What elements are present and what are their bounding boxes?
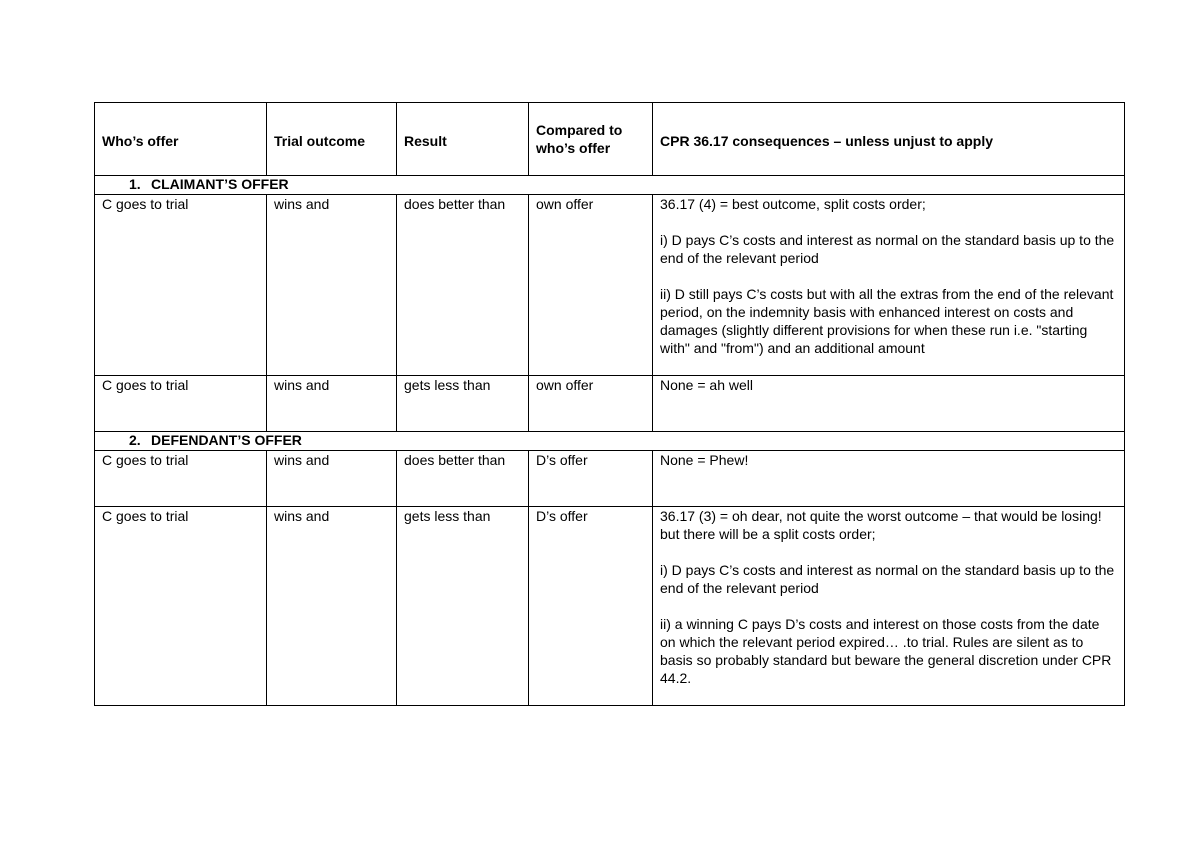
cell-result: gets less than [397,376,529,432]
cell-outcome: wins and [267,451,397,507]
section-number: 2. [129,432,141,448]
consequence-paragraph: 36.17 (3) = oh dear, not quite the worst outcome – that would be losing! but there will be a split costs order; [660,508,1102,542]
consequence-paragraph: ii) D still pays C’s costs but with all the extras from the end of the relevant period, on the indemnity basis with enhanced interest on costs and damages (slightly different provisions for when these run i.e. "starting with" and "from") and an additional amount [660,286,1114,356]
cell-compared: D’s offer [529,507,653,706]
cell-who: C goes to trial [95,507,267,706]
cell-outcome: wins and [267,376,397,432]
cell-consequences [653,195,1125,376]
header-trial-outcome: Trial outcome [267,103,397,176]
cell-result: gets less than [397,507,529,706]
header-row [95,103,1125,176]
section-number: 1. [129,176,141,192]
table-row [95,507,1125,706]
cell-compared: own offer [529,195,653,376]
cell-who: C goes to trial [95,195,267,376]
section-title: CLAIMANT’S OFFER [151,176,289,192]
header-compared-to: Compared to who’s offer [529,103,653,176]
section-claimant-offer [95,176,1125,195]
cell-compared: D’s offer [529,451,653,507]
cell-compared: own offer [529,376,653,432]
header-whos-offer: Who’s offer [95,103,267,176]
cell-consequences [653,507,1125,706]
consequence-paragraph: 36.17 (4) = best outcome, split costs order; [660,196,926,212]
cell-who: C goes to trial [95,451,267,507]
consequence-paragraph: i) D pays C’s costs and interest as normal on the standard basis up to the end of the relevant period [660,232,1115,266]
cell-outcome: wins and [267,195,397,376]
header-result: Result [397,103,529,176]
cpr-offers-table [94,102,1125,706]
consequence-paragraph: ii) a winning C pays D’s costs and interest on those costs from the date on which the relevant period expired… .to trial. Rules are silent as to basis so probably standard but beware the general discretion under CPR 44.2. [660,616,1112,686]
cell-who: C goes to trial [95,376,267,432]
header-consequences: CPR 36.17 consequences – unless unjust to apply [653,103,1125,176]
cell-outcome: wins and [267,507,397,706]
table-row [95,376,1125,432]
section-defendant-offer [95,432,1125,451]
table-row [95,451,1125,507]
cell-consequences: None = ah well [653,376,1125,432]
cell-result: does better than [397,195,529,376]
cell-consequences: None = Phew! [653,451,1125,507]
cell-result: does better than [397,451,529,507]
section-title: DEFENDANT’S OFFER [151,432,302,448]
table-row [95,195,1125,376]
consequence-paragraph: i) D pays C’s costs and interest as normal on the standard basis up to the end of the relevant period [660,562,1115,596]
